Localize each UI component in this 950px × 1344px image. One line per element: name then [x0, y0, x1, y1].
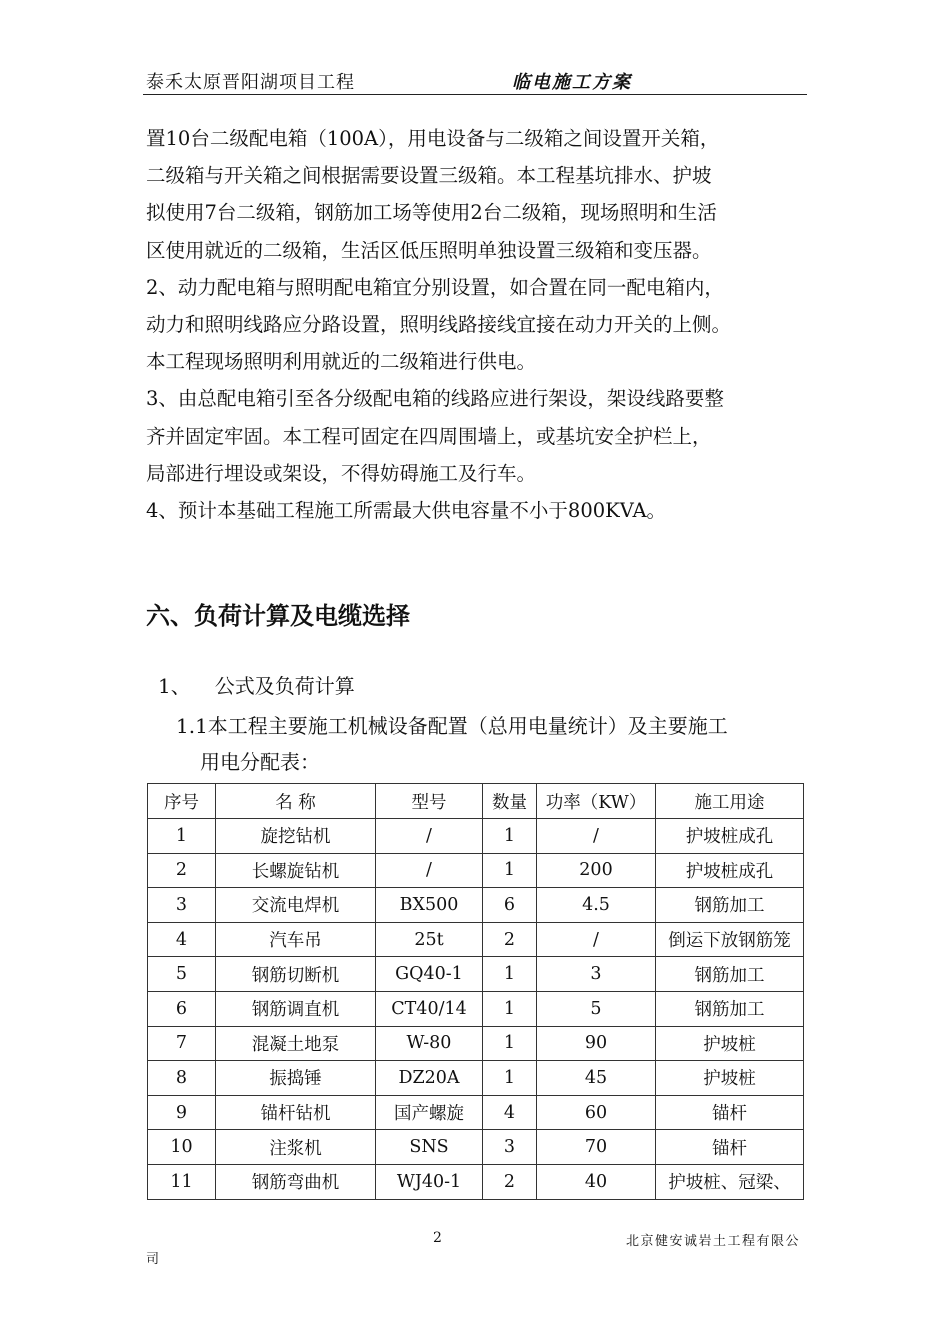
subsection-1-1-line2: 用电分配表：: [200, 750, 320, 774]
cell-usage: 锚杆: [656, 1130, 804, 1165]
cell-index: 1: [148, 819, 216, 854]
cell-model: W-80: [376, 1026, 483, 1061]
cell-name: 注浆机: [216, 1130, 376, 1165]
cell-model: CT40/14: [376, 991, 483, 1026]
cell-usage: 护坡桩成孔: [656, 819, 804, 854]
table-row: [148, 957, 804, 992]
cell-quantity: 1: [483, 957, 537, 992]
cell-model: /: [376, 853, 483, 888]
footer-company: 北京健安诚岩土工程有限公: [626, 1234, 801, 1249]
footer-company-tail: 司: [146, 1252, 160, 1267]
cell-power: /: [537, 922, 656, 957]
cell-power: 40: [537, 1164, 656, 1199]
cell-index: 9: [148, 1095, 216, 1130]
header-cell-usage: 施工用途: [656, 784, 804, 819]
cell-quantity: 3: [483, 1130, 537, 1165]
subsection-1-number: 1、: [158, 674, 191, 698]
cell-model: GQ40-1: [376, 957, 483, 992]
table-row: [148, 819, 804, 854]
cell-quantity: 1: [483, 853, 537, 888]
cell-power: 90: [537, 1026, 656, 1061]
cell-name: 旋挖钻机: [216, 819, 376, 854]
cell-power: 4.5: [537, 888, 656, 923]
cell-name: 交流电焊机: [216, 888, 376, 923]
header-cell-model: 型号: [376, 784, 483, 819]
header-cell-power: 功率（KW）: [537, 784, 656, 819]
header-divider: [143, 94, 807, 95]
header-cell-name: 名 称: [216, 784, 376, 819]
cell-quantity: 1: [483, 1061, 537, 1096]
page-number: 2: [433, 1230, 442, 1246]
body-line: 局部进行埋设或架设，不得妨碍施工及行车。: [146, 461, 537, 485]
cell-model: DZ20A: [376, 1061, 483, 1096]
body-line: 3、由总配电箱引至各分级配电箱的线路应进行架设，架设线路要整: [146, 387, 724, 411]
cell-name: 振捣锤: [216, 1061, 376, 1096]
cell-usage: 护坡桩成孔: [656, 853, 804, 888]
cell-quantity: 2: [483, 922, 537, 957]
cell-name: 锚杆钻机: [216, 1095, 376, 1130]
body-line: 二级箱与开关箱之间根据需要设置三级箱。本工程基坑排水、护坡: [146, 164, 712, 188]
header-project-name: 泰禾太原晋阳湖项目工程: [146, 72, 355, 93]
cell-quantity: 1: [483, 991, 537, 1026]
cell-model: 国产螺旋: [376, 1095, 483, 1130]
section-heading: 六、负荷计算及电缆选择: [146, 602, 410, 630]
table-row: [148, 853, 804, 888]
cell-power: 45: [537, 1061, 656, 1096]
cell-quantity: 6: [483, 888, 537, 923]
cell-index: 3: [148, 888, 216, 923]
cell-usage: 钢筋加工: [656, 991, 804, 1026]
cell-model: /: [376, 819, 483, 854]
cell-index: 2: [148, 853, 216, 888]
cell-name: 钢筋弯曲机: [216, 1164, 376, 1199]
body-line: 4、预计本基础工程施工所需最大供电容量不小于800KVA。: [146, 498, 667, 522]
cell-model: WJ40-1: [376, 1164, 483, 1199]
subsection-1-1-line1: 1.1本工程主要施工机械设备配置（总用电量统计）及主要施工: [176, 714, 728, 738]
table-header-row: [148, 784, 804, 819]
table-row: [148, 1164, 804, 1199]
header-cell-quantity: 数量: [483, 784, 537, 819]
cell-power: 200: [537, 853, 656, 888]
cell-usage: 锚杆: [656, 1095, 804, 1130]
table-row: [148, 991, 804, 1026]
table-row: [148, 1130, 804, 1165]
cell-name: 长螺旋钻机: [216, 853, 376, 888]
cell-power: 60: [537, 1095, 656, 1130]
cell-name: 钢筋切断机: [216, 957, 376, 992]
cell-model: 25t: [376, 922, 483, 957]
table-row: [148, 888, 804, 923]
cell-usage: 护坡桩: [656, 1026, 804, 1061]
cell-quantity: 2: [483, 1164, 537, 1199]
cell-name: 汽车吊: [216, 922, 376, 957]
header-document-title: 临电施工方案: [512, 72, 632, 93]
body-line: 动力和照明线路应分路设置，照明线路接线宜接在动力开关的上侧。: [146, 312, 732, 336]
cell-usage: 护坡桩、冠梁、: [656, 1164, 804, 1199]
header-cell-index: 序号: [148, 784, 216, 819]
table-row: [148, 1095, 804, 1130]
cell-model: BX500: [376, 888, 483, 923]
cell-index: 8: [148, 1061, 216, 1096]
cell-quantity: 4: [483, 1095, 537, 1130]
body-line: 拟使用7台二级箱，钢筋加工场等使用2台二级箱，现场照明和生活: [146, 201, 717, 225]
cell-index: 10: [148, 1130, 216, 1165]
cell-quantity: 1: [483, 819, 537, 854]
cell-usage: 钢筋加工: [656, 957, 804, 992]
table-row: [148, 1061, 804, 1096]
body-line: 本工程现场照明利用就近的二级箱进行供电。: [146, 350, 537, 374]
cell-usage: 护坡桩: [656, 1061, 804, 1096]
cell-power: /: [537, 819, 656, 854]
subsection-1-label: 公式及负荷计算: [214, 674, 355, 698]
cell-name: 混凝土地泵: [216, 1026, 376, 1061]
body-line: 区使用就近的二级箱，生活区低压照明单独设置三级箱和变压器。: [146, 238, 712, 262]
body-paragraphs: [146, 120, 816, 529]
cell-quantity: 1: [483, 1026, 537, 1061]
cell-model: SNS: [376, 1130, 483, 1165]
table-row: [148, 922, 804, 957]
cell-usage: 倒运下放钢筋笼: [656, 922, 804, 957]
cell-power: 70: [537, 1130, 656, 1165]
subsection-1-title: [158, 670, 355, 699]
body-line: 2、动力配电箱与照明配电箱宜分别设置，如合置在同一配电箱内，: [146, 275, 724, 299]
cell-power: 5: [537, 991, 656, 1026]
cell-index: 6: [148, 991, 216, 1026]
body-line: 置10台二级配电箱（100A），用电设备与二级箱之间设置开关箱，: [146, 127, 720, 150]
cell-power: 3: [537, 957, 656, 992]
cell-index: 7: [148, 1026, 216, 1061]
cell-index: 4: [148, 922, 216, 957]
cell-name: 钢筋调直机: [216, 991, 376, 1026]
table-row: [148, 1026, 804, 1061]
equipment-table: [147, 783, 804, 1200]
cell-usage: 钢筋加工: [656, 888, 804, 923]
cell-index: 5: [148, 957, 216, 992]
body-line: 齐并固定牢固。本工程可固定在四周围墙上，或基坑安全护栏上，: [146, 424, 712, 448]
cell-index: 11: [148, 1164, 216, 1199]
